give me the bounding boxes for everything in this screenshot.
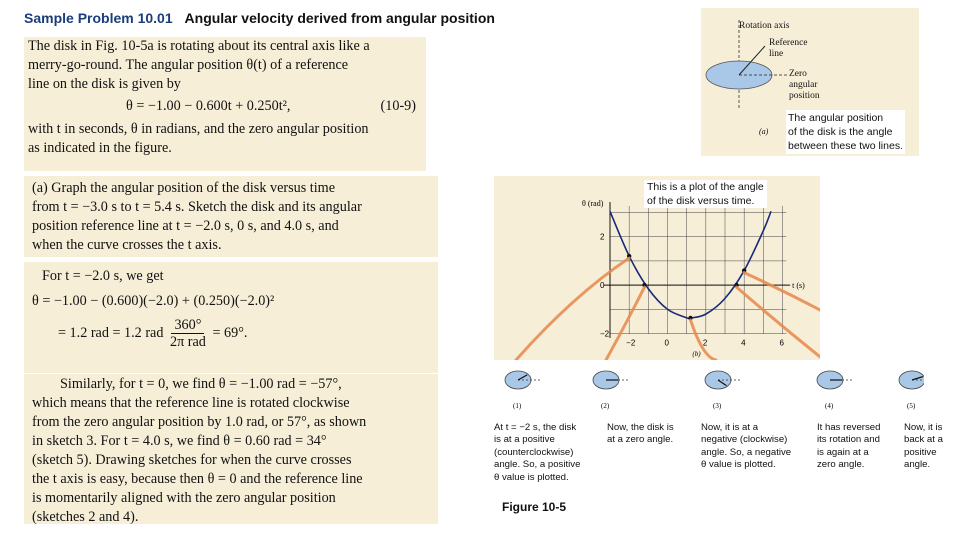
calc-line-1: For t = −2.0 s, we get — [42, 268, 164, 284]
sketch-note-line: is at a positive — [494, 434, 555, 446]
reference-line-label — [769, 38, 808, 60]
sketch-note-line: its rotation and — [817, 434, 880, 446]
sketch-note-line: θ value is plotted. — [494, 471, 569, 483]
sketch-note-line: is again at a — [817, 446, 869, 458]
sketch-note-5 — [900, 418, 956, 478]
sketch-note-2 — [603, 418, 691, 450]
figure-caption: Figure 10-5 — [502, 500, 567, 514]
intro-paragraph — [24, 37, 426, 171]
sketch-note-line: angle. — [904, 459, 931, 471]
sketch-note-line: back at a — [904, 434, 943, 446]
calc-degrees: = 69°. — [212, 324, 248, 341]
sketch-note-line: Now, the disk is — [607, 422, 674, 433]
intro-line: The disk in Fig. 10-5a is rotating about its central axis like a — [28, 38, 370, 54]
sketch-note-line: Now, it is — [904, 422, 943, 433]
similarly-line: (sketches 2 and 4). — [32, 509, 139, 525]
graph-note — [644, 180, 767, 208]
part-a-line: when the curve crosses the t axis. — [32, 237, 222, 253]
zero-label-line: position — [789, 91, 820, 101]
zero-label-line: Zero — [789, 69, 807, 79]
conversion-fraction — [170, 317, 206, 350]
fig-a-caption-line: of the disk is the angle — [788, 126, 893, 138]
intro-line: merry-go-round. The angular position θ(t) of a reference — [28, 57, 349, 73]
calculation-block — [24, 262, 438, 373]
graph-b-label: (b) — [692, 350, 701, 358]
calc-line-3 — [32, 317, 430, 350]
similarly-line: Similarly, for t = 0, we find θ = −1.00 rad = −57°, — [60, 376, 342, 392]
sketch-note-line: at a zero angle. — [607, 434, 674, 446]
sketch-note-1 — [490, 418, 596, 492]
sketch-note-4 — [813, 418, 895, 478]
similarly-line: the t axis is easy, because then θ = 0 and the reference line — [32, 471, 363, 487]
x-tick-label: 2 — [702, 338, 708, 348]
x-tick-label: −2 — [626, 338, 636, 348]
sketch-label: (1) — [513, 402, 522, 410]
sketch-note-line: θ value is plotted. — [701, 459, 776, 471]
fig-a-caption-line: between these two lines. — [788, 140, 903, 152]
y-tick-label: −2 — [600, 329, 610, 339]
sketch-note-3 — [697, 418, 807, 478]
graph-panel — [494, 176, 820, 360]
y-axis-label: θ (rad) — [582, 199, 604, 208]
theta-curve — [610, 211, 771, 318]
sketch-label: (2) — [601, 402, 610, 410]
sketch-note-line: positive — [904, 446, 937, 458]
intro-line: with t in seconds, θ in radians, and the zero angular position — [28, 121, 369, 137]
similarly-line: (sketch 5). Drawing sketches for when the curve crosses — [32, 452, 352, 468]
similarly-line: is momentarily aligned with the zero angular position — [32, 490, 336, 506]
calc-line-2: θ = −1.00 − (0.600)(−2.0) + (0.250)(−2.0)² — [32, 293, 275, 309]
x-axis-label: t (s) — [792, 281, 805, 291]
sample-problem-header — [24, 10, 495, 26]
sketch-note-line: negative (clockwise) — [701, 434, 788, 446]
sketch-note-line: It has reversed — [817, 422, 881, 433]
fraction-numerator: 360° — [171, 317, 204, 334]
intro-line: as indicated in the figure. — [28, 140, 172, 156]
zero-position-label — [789, 69, 820, 102]
intro-line: line on the disk is given by — [28, 76, 181, 92]
fig-a-label: (a) — [759, 127, 769, 136]
part-a-line: position reference line at t = −2.0 s, 0 s, and 4.0 s, and — [32, 218, 339, 234]
reference-line-label-line: Reference — [769, 38, 808, 48]
reference-line-label-line: line — [769, 49, 784, 59]
disk-sketches-strip — [494, 362, 924, 412]
similarly-line: which means that the reference line is rotated clockwise — [32, 395, 350, 411]
equation-10-9 — [28, 97, 422, 116]
x-tick-label: 6 — [779, 338, 784, 348]
x-tick-label: 4 — [741, 338, 746, 348]
sketch-note-line: angle. So, a positive — [494, 459, 581, 471]
sketch-note-line: (counterclockwise) — [494, 446, 574, 458]
zero-label-line: angular — [789, 80, 818, 90]
sketch-note-line: angle. So, a negative — [701, 446, 792, 458]
fraction-denominator: 2π rad — [169, 334, 206, 350]
sketch-label: (5) — [907, 402, 916, 410]
similarly-paragraph — [24, 374, 438, 524]
sketch-note-line: Now, it is at a — [701, 422, 759, 433]
fig-a-caption — [786, 110, 905, 154]
sketch-label: (3) — [713, 402, 722, 410]
part-a-question — [24, 176, 438, 257]
x-tick-label: 0 — [664, 338, 669, 348]
calc-result: = 1.2 rad = 1.2 rad — [58, 324, 164, 341]
pointer-arrow — [606, 287, 645, 360]
part-a-line: from t = −3.0 s to t = 5.4 s. Sketch the disk and its angular — [32, 199, 362, 215]
fig-a-caption-line: The angular position — [788, 112, 884, 124]
similarly-line: in sketch 3. For t = 4.0 s, we find θ = 0.60 rad = 34° — [32, 433, 327, 449]
sketch-label: (4) — [825, 402, 834, 410]
similarly-line: from the zero angular position by 1.0 rad, or 57°, as shown — [32, 414, 367, 430]
graph-note-line: of the disk versus time. — [647, 195, 755, 207]
pointer-arrow — [737, 287, 821, 360]
equation-text: θ = −1.00 − 0.600t + 0.250t², — [126, 98, 291, 114]
sketch-note-line: At t = −2 s, the disk — [494, 422, 577, 433]
problem-title: Angular velocity derived from angular position — [184, 10, 495, 26]
rotation-axis-label: Rotation axis — [739, 21, 790, 31]
problem-number: Sample Problem 10.01 — [24, 10, 173, 26]
equation-number: (10-9) — [380, 98, 416, 114]
sketch-note-line: zero angle. — [817, 459, 865, 471]
y-tick-label: 0 — [600, 281, 605, 291]
part-a-line: (a) Graph the angular position of the disk versus time — [32, 180, 335, 196]
y-tick-label: 2 — [600, 232, 605, 242]
graph-note-line: This is a plot of the angle — [647, 181, 764, 193]
pointer-arrow — [516, 258, 629, 360]
